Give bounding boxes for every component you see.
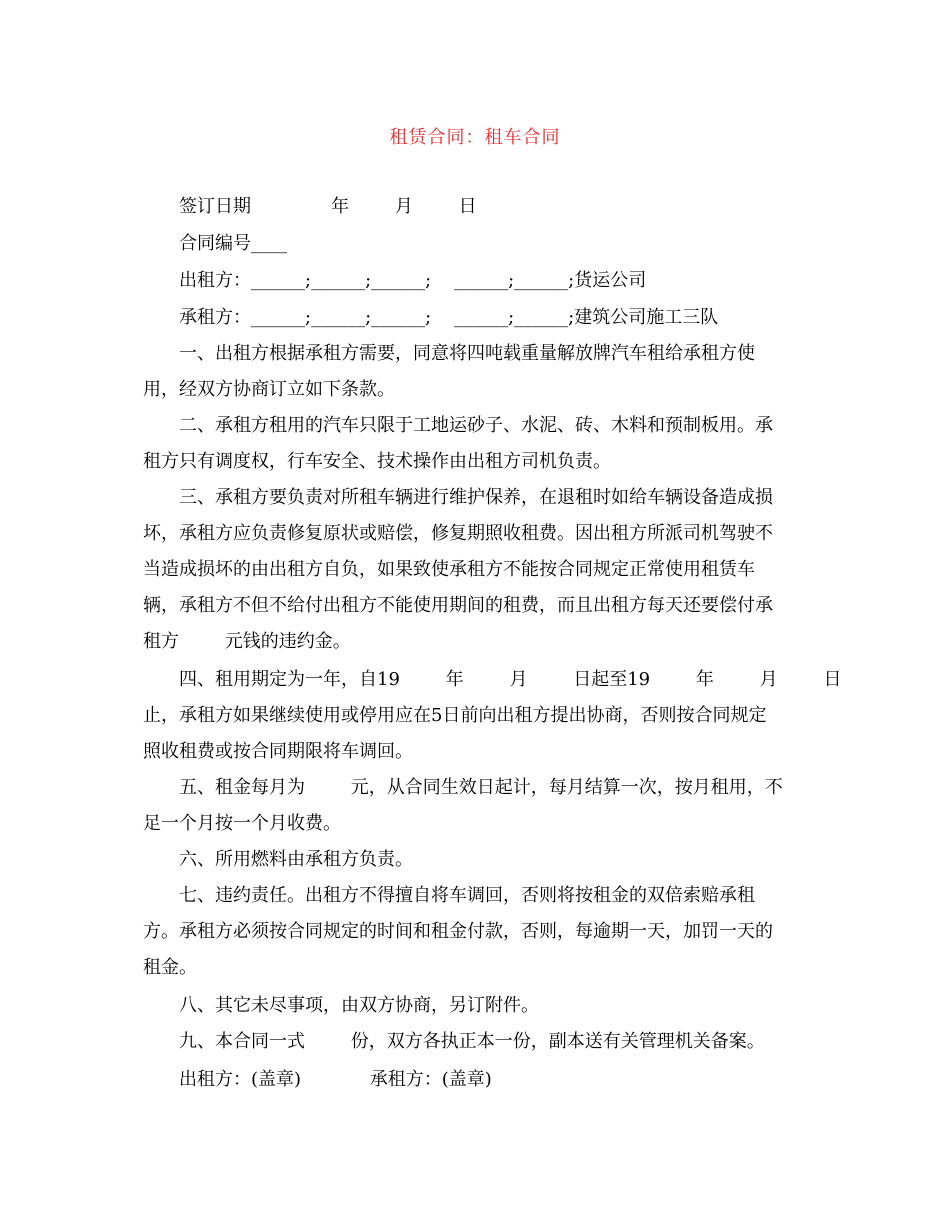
clause-6-line-1: 六、所用燃料由承租方负责。 bbox=[179, 849, 413, 870]
clause-4-line-1: 四、租用期定为一年，自19 年 月 日起至19 年 月 日 bbox=[179, 669, 842, 690]
lessee-line: 承租方：______;______;______; ______;______;建筑公司施工三队 bbox=[179, 307, 719, 328]
clause-3-line-3: 当造成损坏的由出租方自负，如果致使承租方不能按合同规定正常使用租赁车 bbox=[143, 559, 755, 580]
clause-5-line-2: 足一个月按一个月收费。 bbox=[143, 813, 341, 834]
clause-4-line-3: 照收租费或按合同期限将车调回。 bbox=[143, 741, 413, 762]
clause-4-line-2: 止，承租方如果继续使用或停用应在5日前向出租方提出协商，否则按合同规定 bbox=[143, 705, 767, 726]
clause-9-line-1: 九、本合同一式 份，双方各执正本一份，副本送有关管理机关备案。 bbox=[179, 1031, 765, 1052]
lessor-line: 出租方：______;______;______; ______;______;货运公司 bbox=[179, 270, 647, 291]
clause-3-line-5: 租方 元钱的违约金。 bbox=[143, 631, 351, 652]
signature-line: 出租方：(盖章) 承租方：(盖章) bbox=[179, 1069, 492, 1090]
clause-5-line-1: 五、租金每月为 元，从合同生效日起计，每月结算一次，按月租用，不 bbox=[179, 777, 783, 798]
clause-1-line-1: 一、出租方根据承租方需要，同意将四吨载重量解放牌汽车租给承租方使 bbox=[179, 343, 755, 364]
clause-2-line-2: 租方只有调度权，行车安全、技术操作由出租方司机负责。 bbox=[143, 451, 611, 472]
signing-date-line: 签订日期 年 月 日 bbox=[179, 196, 477, 217]
clause-2-line-1: 二、承租方租用的汽车只限于工地运砂子、水泥、砖、木料和预制板用。承 bbox=[179, 415, 773, 436]
clause-8-line-1: 八、其它未尽事项，由双方协商，另订附件。 bbox=[179, 995, 539, 1016]
contract-number-line: 合同编号____ bbox=[179, 233, 287, 254]
clause-3-line-1: 三、承租方要负责对所租车辆进行维护保养，在退租时如给车辆设备造成损 bbox=[179, 487, 773, 508]
clause-7-line-3: 租金。 bbox=[143, 957, 197, 978]
clause-7-line-2: 方。承租方必须按合同规定的时间和租金付款，否则，每逾期一天，加罚一天的 bbox=[143, 921, 773, 942]
clause-7-line-1: 七、违约责任。出租方不得擅自将车调回，否则将按租金的双倍索赔承租 bbox=[179, 885, 755, 906]
clause-3-line-2: 坏，承租方应负责修复原状或赔偿，修复期照收租费。因出租方所派司机驾驶不 bbox=[143, 523, 773, 544]
document-title: 租赁合同：租车合同 bbox=[389, 127, 561, 148]
clause-3-line-4: 辆，承租方不但不给付出租方不能使用期间的租费，而且出租方每天还要偿付承 bbox=[143, 595, 773, 616]
clause-1-line-2: 用，经双方协商订立如下条款。 bbox=[143, 379, 395, 400]
